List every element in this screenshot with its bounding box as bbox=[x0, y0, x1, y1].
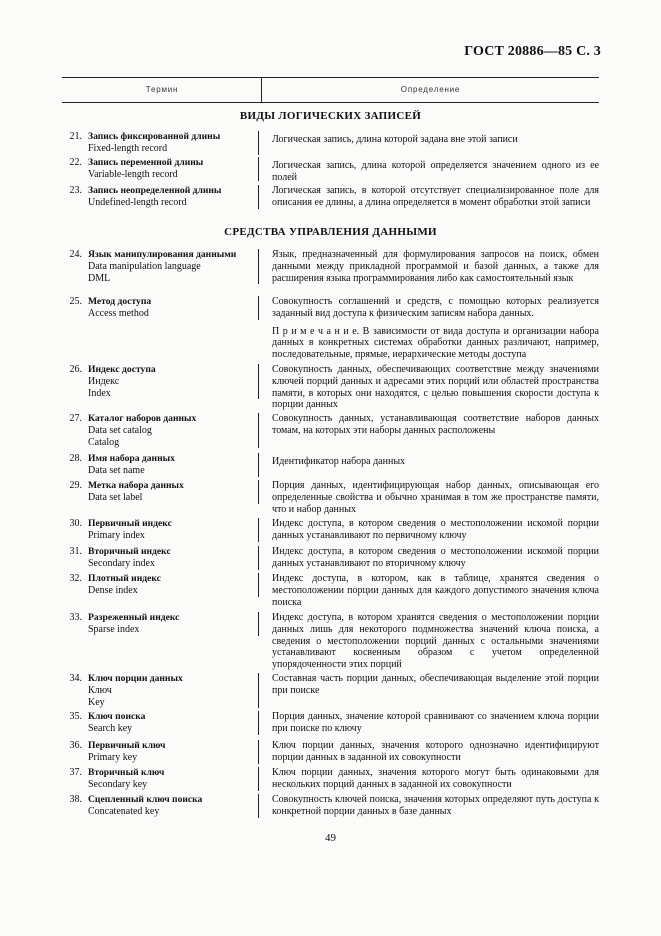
table-top-rule bbox=[62, 77, 599, 78]
entry-number: 37. bbox=[69, 767, 82, 778]
definition-text: Порция данных, идентифицирующая набор данных, описывающая его определенные свойства и обычно хранимая в том же пространстве памяти, что и набор данных bbox=[272, 480, 599, 515]
definition-cell bbox=[272, 794, 599, 824]
entry-number: 29. bbox=[69, 480, 82, 491]
definition-cell bbox=[272, 711, 599, 741]
term-cell bbox=[62, 185, 259, 209]
term-russian: Первичный ключ bbox=[88, 740, 166, 751]
term-cell bbox=[62, 249, 259, 284]
term-synonym: Index bbox=[88, 387, 111, 399]
definition-cell bbox=[272, 480, 599, 521]
term-cell bbox=[62, 573, 259, 597]
page-header: ГОСТ 20886—85 С. 3 bbox=[464, 44, 601, 59]
definition-text: Индекс доступа, в котором хранятся сведения о местоположении порции данных лишь для некоторого подмножества значений ключа поиска, а сведения о местоположении порций данных с остальными значениями устанавливают косвенным образом с учетом определенной упорядоченности этих порций bbox=[272, 612, 599, 671]
term-russian: Запись неопределенной длины bbox=[88, 185, 222, 196]
term-cell bbox=[62, 740, 259, 764]
term-synonym: Data set catalog bbox=[88, 424, 152, 436]
term-cell bbox=[62, 518, 259, 542]
column-header-term: Термин bbox=[145, 85, 179, 94]
term-cell bbox=[62, 673, 259, 708]
term-russian: Сцепленный ключ поиска bbox=[88, 794, 203, 805]
term-cell bbox=[62, 546, 259, 570]
definition-text: Совокупность ключей поиска, значения которых определяют путь доступа к конкретной порции данных в базе данных bbox=[272, 794, 599, 817]
term-synonym: Variable-length record bbox=[88, 168, 178, 180]
term-synonym: Search key bbox=[88, 722, 133, 734]
entry-number: 24. bbox=[69, 249, 82, 260]
entry-number: 22. bbox=[69, 157, 82, 168]
definition-cell bbox=[272, 185, 599, 215]
entry-number: 35. bbox=[69, 711, 82, 722]
column-divider bbox=[261, 78, 262, 102]
term-synonym: Fixed-length record bbox=[88, 142, 168, 154]
entry-number: 34. bbox=[69, 673, 82, 684]
section-title-logical-records: ВИДЫ ЛОГИЧЕСКИХ ЗАПИСЕЙ bbox=[239, 110, 422, 122]
entry-number: 27. bbox=[69, 413, 82, 424]
definition-cell bbox=[272, 296, 599, 367]
term-synonym: DML bbox=[88, 272, 111, 284]
term-russian: Вторичный индекс bbox=[88, 546, 171, 557]
definition-cell bbox=[272, 249, 599, 290]
entry-number: 23. bbox=[69, 185, 82, 196]
term-russian: Имя набора данных bbox=[88, 453, 175, 464]
term-russian: Каталог наборов данных bbox=[88, 413, 197, 424]
definition-cell bbox=[272, 673, 599, 703]
definition-cell bbox=[272, 413, 599, 443]
definition-text: Порция данных, значение которой сравнивают со значением ключа порции при поиске по ключу bbox=[272, 711, 599, 734]
section-title-data-management: СРЕДСТВА УПРАВЛЕНИЯ ДАННЫМИ bbox=[224, 226, 437, 238]
definition-text: Логическая запись, длина которой задана вне этой записи bbox=[272, 134, 518, 145]
term-cell bbox=[62, 364, 259, 399]
term-cell bbox=[62, 413, 259, 448]
term-synonym: Key bbox=[88, 696, 105, 708]
definition-text: Индекс доступа, в котором, как в таблице, хранятся сведения о местоположении порции данных для каждого допустимого значения ключа поиска bbox=[272, 573, 599, 608]
term-russian: Язык манипулирования данными bbox=[88, 249, 237, 260]
term-synonym: Secondary index bbox=[88, 557, 155, 569]
term-synonym: Catalog bbox=[88, 436, 120, 448]
term-synonym: Ключ bbox=[88, 684, 112, 696]
definition-cell bbox=[272, 767, 599, 797]
term-synonym: Dense index bbox=[88, 584, 138, 596]
entry-number: 32. bbox=[69, 573, 82, 584]
term-cell bbox=[62, 296, 259, 320]
definition-text: Ключ порции данных, значения которого однозначно идентифицируют порции данных в заданной их совокупности bbox=[272, 740, 599, 763]
definition-cell bbox=[272, 573, 599, 614]
term-russian: Запись переменной длины bbox=[88, 157, 204, 168]
term-synonym: Data set name bbox=[88, 464, 145, 476]
term-russian: Плотный индекс bbox=[88, 573, 161, 584]
entry-number: 21. bbox=[69, 131, 82, 142]
term-synonym: Индекс bbox=[88, 375, 120, 387]
definition-text: Индекс доступа, в котором сведения о местоположении искомой порции данных устанавливают по первичному ключу bbox=[272, 518, 599, 541]
term-russian: Ключ поиска bbox=[88, 711, 146, 722]
term-cell bbox=[62, 612, 259, 636]
definition-cell bbox=[272, 546, 599, 576]
term-russian: Индекс доступа bbox=[88, 364, 156, 375]
term-synonym: Secondary key bbox=[88, 778, 148, 790]
term-synonym: Data manipulation language bbox=[88, 260, 201, 272]
entry-number: 28. bbox=[69, 453, 82, 464]
definition-text: Язык, предназначенный для формулирования запросов на поиск, обмен данными между прикладной программой и базой данных, а также для расширения языка программирования либо как самостоятельный язык bbox=[272, 249, 599, 284]
term-russian: Первичный индекс bbox=[88, 518, 172, 529]
definition-cell bbox=[272, 612, 599, 677]
table-header-rule bbox=[62, 102, 599, 103]
term-russian: Вторичный ключ bbox=[88, 767, 165, 778]
term-cell bbox=[62, 157, 259, 181]
term-synonym: Primary key bbox=[88, 751, 138, 763]
term-russian: Разреженный индекс bbox=[88, 612, 180, 623]
definition-text: Совокупность соглашений и средств, с помощью которых реализуется заданный вид доступа к физическим записям набора данных. bbox=[272, 296, 599, 319]
term-cell bbox=[62, 767, 259, 791]
term-synonym: Undefined-length record bbox=[88, 196, 187, 208]
entry-number: 36. bbox=[69, 740, 82, 751]
definition-cell bbox=[272, 134, 599, 152]
term-synonym: Access method bbox=[88, 307, 149, 319]
definition-text: П р и м е ч а н и е. В зависимости от вида доступа и организации набора данных в конкретных системах обработки данных различают, например, последовательные, прямые, иерархические методы доступа bbox=[272, 325, 599, 361]
term-cell bbox=[62, 131, 259, 155]
entry-number: 31. bbox=[69, 546, 82, 557]
term-cell bbox=[62, 480, 259, 504]
entry-number: 38. bbox=[69, 794, 82, 805]
definition-text: Составная часть порции данных, обеспечивающая выделение этой порции при поиске bbox=[272, 673, 599, 696]
term-synonym: Data set label bbox=[88, 491, 143, 503]
page-number: 49 bbox=[325, 832, 336, 844]
entry-number: 25. bbox=[69, 296, 82, 307]
term-synonym: Concatenated key bbox=[88, 805, 160, 817]
term-russian: Запись фиксированной длины bbox=[88, 131, 221, 142]
definition-text: Идентификатор набора данных bbox=[272, 456, 406, 467]
term-russian: Ключ порции данных bbox=[88, 673, 183, 684]
definition-text: Логическая запись, длина которой определяется значением одного из ее полей bbox=[272, 160, 599, 183]
definition-text: Логическая запись, в которой отсутствует специализированное поле для описания ее длины, а длина определяется в момент обработки этой записи bbox=[272, 185, 599, 208]
term-cell bbox=[62, 453, 259, 477]
term-cell bbox=[62, 794, 259, 818]
definition-cell bbox=[272, 364, 599, 417]
definition-cell bbox=[272, 456, 599, 474]
definition-text: Совокупность данных, обеспечивающих соответствие между значениями ключей порций данных и адресами этих порций или областей пространства памяти, в которых они находятся, с целью повышения скорости доступа к порции данных bbox=[272, 364, 599, 411]
term-russian: Метка набора данных bbox=[88, 480, 184, 491]
term-synonym: Primary index bbox=[88, 529, 145, 541]
entry-number: 33. bbox=[69, 612, 82, 623]
definition-cell bbox=[272, 740, 599, 770]
definition-text: Ключ порции данных, значения которого могут быть одинаковыми для нескольких порций данных в заданной их совокупности bbox=[272, 767, 599, 790]
term-russian: Метод доступа bbox=[88, 296, 152, 307]
term-cell bbox=[62, 711, 259, 735]
definition-cell bbox=[272, 518, 599, 548]
definition-text: Индекс доступа, в котором сведения о местоположении искомой порции данных устанавливают по вторичному ключу bbox=[272, 546, 599, 569]
entry-number: 26. bbox=[69, 364, 82, 375]
term-synonym: Sparse index bbox=[88, 623, 140, 635]
column-header-definition: Определение bbox=[400, 85, 461, 94]
definition-text: Совокупность данных, устанавливающая соответствие наборов данных томам, на которых эти наборы данных расположены bbox=[272, 413, 599, 436]
entry-number: 30. bbox=[69, 518, 82, 529]
